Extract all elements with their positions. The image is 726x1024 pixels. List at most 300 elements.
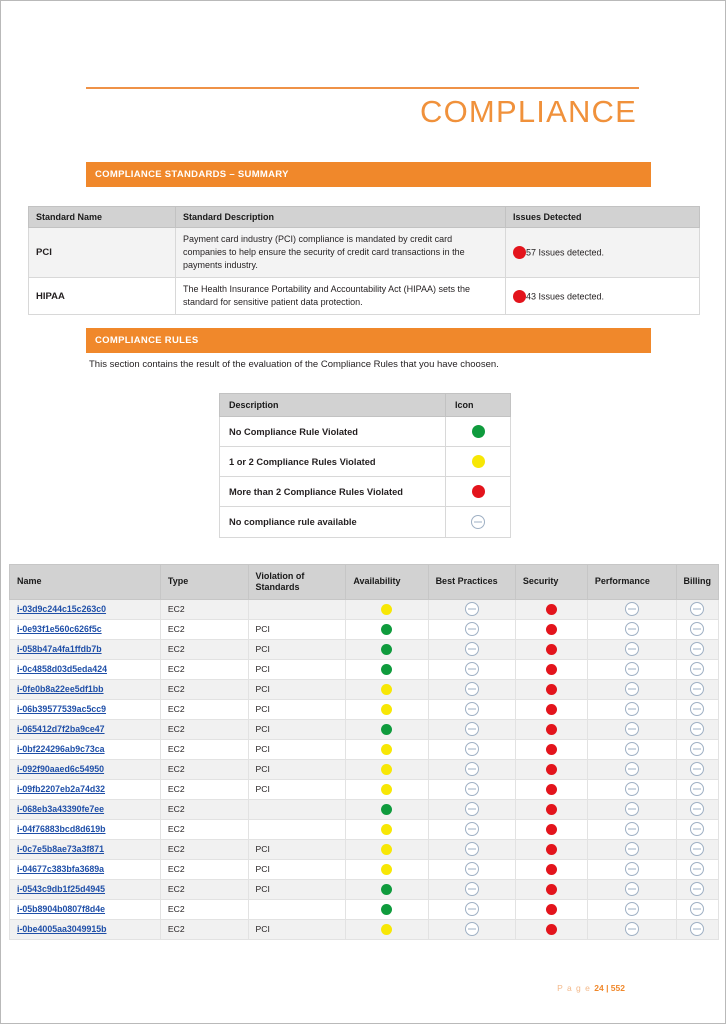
red-dot-icon	[546, 864, 557, 875]
table-row	[10, 659, 719, 679]
performance-status	[587, 659, 676, 679]
resource-type: EC2	[160, 899, 248, 919]
table-row	[10, 859, 719, 879]
violation-of-standards: PCI	[248, 719, 346, 739]
legend-description: 1 or 2 Compliance Rules Violated	[220, 447, 446, 477]
table-row	[10, 739, 719, 759]
column-header-icon: Icon	[446, 394, 511, 417]
yellow-dot-icon	[381, 824, 392, 835]
best-practices-status	[428, 839, 515, 859]
no-rule-icon	[690, 722, 704, 736]
no-rule-icon	[625, 862, 639, 876]
best-practices-status	[428, 899, 515, 919]
violation-of-standards	[248, 899, 346, 919]
availability-status	[346, 879, 428, 899]
red-dot-icon	[546, 664, 557, 675]
resource-name-cell	[10, 659, 161, 679]
legend-icon-cell	[446, 447, 511, 477]
table-row	[10, 679, 719, 699]
violation-of-standards	[248, 599, 346, 619]
resource-link[interactable]: i-0be4005aa3049915b	[17, 924, 107, 935]
no-rule-icon	[690, 602, 704, 616]
security-status	[515, 599, 587, 619]
legend-row	[220, 507, 511, 538]
performance-status	[587, 819, 676, 839]
no-rule-icon	[625, 762, 639, 776]
performance-status	[587, 759, 676, 779]
resource-link[interactable]: i-0543c9db1f25d4945	[17, 884, 106, 895]
no-rule-icon	[690, 662, 704, 676]
performance-status	[587, 599, 676, 619]
red-dot-icon	[546, 824, 557, 835]
availability-status	[346, 819, 428, 839]
compliance-rules-legend-table	[219, 393, 511, 538]
no-rule-icon	[625, 642, 639, 656]
table-header-row	[29, 207, 700, 228]
resource-name-cell	[10, 819, 161, 839]
green-dot-icon	[472, 425, 485, 438]
table-row	[10, 599, 719, 619]
resource-name-cell	[10, 739, 161, 759]
no-rule-icon	[625, 702, 639, 716]
table-row	[29, 228, 700, 278]
billing-status	[676, 719, 719, 739]
no-rule-icon	[690, 862, 704, 876]
violation-of-standards: PCI	[248, 879, 346, 899]
section-header-compliance-standards: COMPLIANCE STANDARDS – SUMMARY	[86, 162, 651, 187]
legend-row	[220, 417, 511, 447]
resource-type: EC2	[160, 659, 248, 679]
green-dot-icon	[381, 804, 392, 815]
red-dot-icon	[513, 246, 526, 259]
legend-icon-cell	[446, 417, 511, 447]
best-practices-status	[428, 819, 515, 839]
availability-status	[346, 659, 428, 679]
red-dot-icon	[546, 604, 557, 615]
red-dot-icon	[546, 764, 557, 775]
table-row	[10, 799, 719, 819]
table-row	[10, 879, 719, 899]
no-rule-icon	[690, 822, 704, 836]
violation-of-standards	[248, 819, 346, 839]
no-rule-icon	[465, 782, 479, 796]
table-row	[10, 699, 719, 719]
title-divider-rule	[86, 87, 639, 89]
resource-link[interactable]: i-09fb2207eb2a74d32	[17, 784, 106, 795]
resource-type: EC2	[160, 799, 248, 819]
column-header-best-practices: Best Practices	[428, 565, 515, 600]
standard-description: The Health Insurance Portability and Accountability Act (HIPAA) sets the standard for sensitive patient data protection.	[176, 278, 506, 315]
footer-page-number: 24 | 552	[594, 983, 625, 993]
red-dot-icon	[546, 644, 557, 655]
availability-status	[346, 619, 428, 639]
no-rule-icon	[625, 722, 639, 736]
no-rule-icon	[625, 802, 639, 816]
resource-type: EC2	[160, 859, 248, 879]
resource-type: EC2	[160, 779, 248, 799]
availability-status	[346, 779, 428, 799]
resource-name-cell	[10, 759, 161, 779]
violation-of-standards: PCI	[248, 839, 346, 859]
billing-status	[676, 739, 719, 759]
red-dot-icon	[546, 704, 557, 715]
resource-link[interactable]: i-0e93f1e560c626f5c	[17, 624, 102, 635]
green-dot-icon	[381, 624, 392, 635]
resource-link[interactable]: i-03d9c244c15c263c0	[17, 604, 107, 615]
violation-of-standards: PCI	[248, 619, 346, 639]
issues-detected-cell	[506, 278, 700, 315]
security-status	[515, 799, 587, 819]
resource-link[interactable]: i-0fe0b8a22ee5df1bb	[17, 684, 104, 695]
resource-name-cell	[10, 879, 161, 899]
legend-row	[220, 447, 511, 477]
column-header-standard-description: Standard Description	[176, 207, 506, 228]
performance-status	[587, 779, 676, 799]
availability-status	[346, 839, 428, 859]
availability-status	[346, 799, 428, 819]
availability-status	[346, 699, 428, 719]
resource-link[interactable]: i-0bf224296ab9c73ca	[17, 744, 105, 755]
security-status	[515, 839, 587, 859]
no-rule-icon	[625, 742, 639, 756]
performance-status	[587, 799, 676, 819]
performance-status	[587, 879, 676, 899]
billing-status	[676, 799, 719, 819]
no-rule-icon	[465, 802, 479, 816]
resource-name-cell	[10, 899, 161, 919]
resource-link[interactable]: i-065412d7f2ba9ce47	[17, 724, 105, 735]
no-rule-icon	[625, 782, 639, 796]
performance-status	[587, 899, 676, 919]
availability-status	[346, 679, 428, 699]
billing-status	[676, 599, 719, 619]
no-rule-icon	[690, 622, 704, 636]
table-header-row	[10, 565, 719, 600]
green-dot-icon	[381, 904, 392, 915]
column-header-availability: Availability	[346, 565, 428, 600]
no-rule-icon	[690, 762, 704, 776]
billing-status	[676, 859, 719, 879]
billing-status	[676, 819, 719, 839]
security-status	[515, 879, 587, 899]
security-status	[515, 719, 587, 739]
resource-name-cell	[10, 619, 161, 639]
violation-of-standards: PCI	[248, 859, 346, 879]
green-dot-icon	[381, 644, 392, 655]
table-row	[10, 759, 719, 779]
red-dot-icon	[546, 784, 557, 795]
resource-name-cell	[10, 719, 161, 739]
footer-page-prefix: P a g e	[557, 983, 591, 993]
security-status	[515, 919, 587, 939]
security-status	[515, 639, 587, 659]
no-rule-icon	[625, 682, 639, 696]
performance-status	[587, 739, 676, 759]
yellow-dot-icon	[381, 924, 392, 935]
table-row	[10, 919, 719, 939]
resource-type: EC2	[160, 819, 248, 839]
best-practices-status	[428, 919, 515, 939]
green-dot-icon	[381, 724, 392, 735]
table-row	[10, 619, 719, 639]
resource-name-cell	[10, 779, 161, 799]
security-status	[515, 779, 587, 799]
security-status	[515, 699, 587, 719]
no-rule-icon	[465, 862, 479, 876]
resource-link[interactable]: i-04677c383bfa3689a	[17, 864, 105, 875]
legend-description: More than 2 Compliance Rules Violated	[220, 477, 446, 507]
no-rule-icon	[625, 602, 639, 616]
billing-status	[676, 779, 719, 799]
resource-type: EC2	[160, 759, 248, 779]
resource-name-cell	[10, 859, 161, 879]
issues-detected-text: 57 Issues detected.	[526, 247, 605, 258]
table-row	[29, 278, 700, 315]
billing-status	[676, 679, 719, 699]
resource-type: EC2	[160, 919, 248, 939]
billing-status	[676, 759, 719, 779]
violation-of-standards: PCI	[248, 759, 346, 779]
green-dot-icon	[381, 884, 392, 895]
billing-status	[676, 899, 719, 919]
resource-type: EC2	[160, 879, 248, 899]
performance-status	[587, 679, 676, 699]
legend-icon-cell	[446, 507, 511, 538]
best-practices-status	[428, 739, 515, 759]
no-rule-icon	[625, 622, 639, 636]
performance-status	[587, 699, 676, 719]
no-rule-icon	[690, 702, 704, 716]
no-rule-icon	[625, 922, 639, 936]
yellow-dot-icon	[381, 864, 392, 875]
no-rule-icon	[465, 722, 479, 736]
table-row	[10, 899, 719, 919]
red-dot-icon	[546, 804, 557, 815]
column-header-name: Name	[10, 565, 161, 600]
table-row	[10, 779, 719, 799]
resource-type: EC2	[160, 839, 248, 859]
best-practices-status	[428, 659, 515, 679]
resource-link[interactable]: i-058b47a4fa1ffdb7b	[17, 644, 102, 655]
billing-status	[676, 839, 719, 859]
column-header-standard-name: Standard Name	[29, 207, 176, 228]
security-status	[515, 659, 587, 679]
red-dot-icon	[546, 844, 557, 855]
resource-link[interactable]: i-0c7e5b8ae73a3f871	[17, 844, 105, 855]
best-practices-status	[428, 639, 515, 659]
red-dot-icon	[513, 290, 526, 303]
resource-name-cell	[10, 639, 161, 659]
legend-icon-cell	[446, 477, 511, 507]
standard-description: Payment card industry (PCI) compliance is mandated by credit card companies to help ensure the security of credit card transactions in the payments industry.	[176, 228, 506, 278]
column-header-performance: Performance	[587, 565, 676, 600]
violation-of-standards: PCI	[248, 919, 346, 939]
yellow-dot-icon	[381, 604, 392, 615]
yellow-dot-icon	[381, 744, 392, 755]
no-rule-icon	[690, 642, 704, 656]
resource-type: EC2	[160, 619, 248, 639]
security-status	[515, 679, 587, 699]
no-rule-icon	[465, 762, 479, 776]
performance-status	[587, 919, 676, 939]
red-dot-icon	[546, 884, 557, 895]
billing-status	[676, 619, 719, 639]
resource-link[interactable]: i-092f90aaed6c54950	[17, 764, 105, 775]
no-rule-icon	[465, 902, 479, 916]
red-dot-icon	[472, 485, 485, 498]
security-status	[515, 739, 587, 759]
resource-name-cell	[10, 839, 161, 859]
no-rule-icon	[690, 782, 704, 796]
billing-status	[676, 919, 719, 939]
resource-link[interactable]: i-068eb3a43390fe7ee	[17, 804, 105, 815]
violation-of-standards: PCI	[248, 699, 346, 719]
no-rule-icon	[465, 922, 479, 936]
yellow-dot-icon	[381, 704, 392, 715]
table-row	[10, 719, 719, 739]
no-rule-icon	[465, 622, 479, 636]
legend-description: No Compliance Rule Violated	[220, 417, 446, 447]
no-rule-icon	[465, 842, 479, 856]
no-rule-icon	[690, 802, 704, 816]
no-rule-icon	[690, 842, 704, 856]
no-rule-icon	[471, 515, 485, 529]
no-rule-icon	[690, 742, 704, 756]
no-rule-icon	[625, 662, 639, 676]
violation-of-standards: PCI	[248, 679, 346, 699]
no-rule-icon	[625, 902, 639, 916]
column-header-billing: Billing	[676, 565, 719, 600]
resource-name-cell	[10, 599, 161, 619]
no-rule-icon	[690, 902, 704, 916]
no-rule-icon	[625, 842, 639, 856]
violation-of-standards: PCI	[248, 739, 346, 759]
no-rule-icon	[690, 882, 704, 896]
no-rule-icon	[465, 742, 479, 756]
page-title: COMPLIANCE	[420, 94, 637, 129]
page-footer	[557, 983, 625, 993]
availability-status	[346, 899, 428, 919]
performance-status	[587, 719, 676, 739]
yellow-dot-icon	[381, 784, 392, 795]
violation-of-standards: PCI	[248, 659, 346, 679]
red-dot-icon	[546, 624, 557, 635]
issues-detected-cell	[506, 228, 700, 278]
violation-of-standards	[248, 799, 346, 819]
standard-name: HIPAA	[29, 278, 176, 315]
table-header-row	[220, 394, 511, 417]
availability-status	[346, 919, 428, 939]
security-status	[515, 619, 587, 639]
best-practices-status	[428, 799, 515, 819]
resource-name-cell	[10, 679, 161, 699]
compliance-results-table	[9, 564, 719, 940]
no-rule-icon	[690, 682, 704, 696]
compliance-rules-note: This section contains the result of the evaluation of the Compliance Rules that you have choosen.	[89, 359, 499, 370]
resource-type: EC2	[160, 599, 248, 619]
yellow-dot-icon	[472, 455, 485, 468]
resource-link[interactable]: i-04f76883bcd8d619b	[17, 824, 106, 835]
red-dot-icon	[546, 724, 557, 735]
best-practices-status	[428, 879, 515, 899]
best-practices-status	[428, 599, 515, 619]
security-status	[515, 859, 587, 879]
resource-link[interactable]: i-06b39577539ac5cc9	[17, 704, 107, 715]
table-row	[10, 639, 719, 659]
best-practices-status	[428, 699, 515, 719]
no-rule-icon	[625, 882, 639, 896]
column-header-type: Type	[160, 565, 248, 600]
best-practices-status	[428, 679, 515, 699]
no-rule-icon	[465, 662, 479, 676]
performance-status	[587, 619, 676, 639]
yellow-dot-icon	[381, 764, 392, 775]
no-rule-icon	[465, 702, 479, 716]
availability-status	[346, 639, 428, 659]
resource-link[interactable]: i-0c4858d03d5eda424	[17, 664, 107, 675]
no-rule-icon	[625, 822, 639, 836]
availability-status	[346, 859, 428, 879]
resource-name-cell	[10, 699, 161, 719]
issues-detected-text: 43 Issues detected.	[526, 291, 605, 302]
security-status	[515, 759, 587, 779]
red-dot-icon	[546, 904, 557, 915]
resource-link[interactable]: i-05b8904b0807f8d4e	[17, 904, 106, 915]
no-rule-icon	[465, 682, 479, 696]
no-rule-icon	[465, 642, 479, 656]
legend-description: No compliance rule available	[220, 507, 446, 538]
red-dot-icon	[546, 924, 557, 935]
best-practices-status	[428, 719, 515, 739]
column-header-description: Description	[220, 394, 446, 417]
column-header-violation-of-standards: Violation of Standards	[248, 565, 346, 600]
performance-status	[587, 859, 676, 879]
section-header-compliance-rules: COMPLIANCE RULES	[86, 328, 651, 353]
no-rule-icon	[465, 822, 479, 836]
resource-name-cell	[10, 919, 161, 939]
no-rule-icon	[465, 882, 479, 896]
red-dot-icon	[546, 744, 557, 755]
best-practices-status	[428, 859, 515, 879]
no-rule-icon	[465, 602, 479, 616]
yellow-dot-icon	[381, 684, 392, 695]
table-row	[10, 839, 719, 859]
column-header-issues-detected: Issues Detected	[506, 207, 700, 228]
security-status	[515, 819, 587, 839]
resource-name-cell	[10, 799, 161, 819]
billing-status	[676, 879, 719, 899]
resource-type: EC2	[160, 719, 248, 739]
no-rule-icon	[690, 922, 704, 936]
violation-of-standards: PCI	[248, 639, 346, 659]
table-row	[10, 819, 719, 839]
performance-status	[587, 839, 676, 859]
availability-status	[346, 719, 428, 739]
best-practices-status	[428, 619, 515, 639]
legend-row	[220, 477, 511, 507]
red-dot-icon	[546, 684, 557, 695]
billing-status	[676, 659, 719, 679]
violation-of-standards: PCI	[248, 779, 346, 799]
security-status	[515, 899, 587, 919]
resource-type: EC2	[160, 699, 248, 719]
resource-type: EC2	[160, 739, 248, 759]
resource-type: EC2	[160, 679, 248, 699]
availability-status	[346, 739, 428, 759]
performance-status	[587, 639, 676, 659]
availability-status	[346, 599, 428, 619]
billing-status	[676, 699, 719, 719]
